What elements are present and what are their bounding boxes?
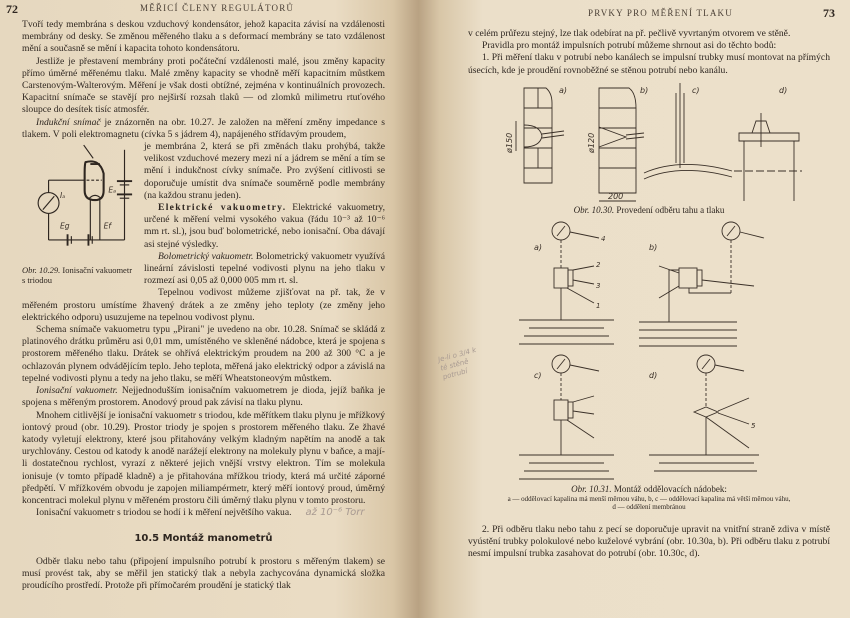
figure-10-29	[22, 143, 134, 285]
panel-label-d: d)	[649, 370, 658, 380]
term: Elektrické vakuometry.	[158, 202, 287, 214]
dimension-a: ø150	[505, 132, 514, 153]
paragraph-text: Bolometrický vakuometr využívá lineární závislosti tepelné vodivosti plynu na jeho tlaku v rozmezí asi 0,05 až 0,000 005 mm rt. sl.	[144, 250, 385, 287]
paragraph	[22, 507, 385, 519]
page-number: 72	[6, 2, 18, 16]
left-body-text	[22, 19, 385, 592]
part-number: 3	[596, 281, 601, 290]
part-number: 4	[601, 234, 606, 243]
label-ia: Iₐ	[59, 191, 66, 201]
page-number: 73	[823, 6, 835, 20]
figure-10-31-diagram	[499, 220, 799, 482]
figure-10-31-caption	[468, 484, 830, 495]
label-eg: Eg	[59, 221, 70, 231]
part-number: 2	[596, 260, 601, 269]
paragraph: Jestliže je přestavení membrány proti počáteční vzdálenosti malé, jsou změny kapacity přímo úměrné měřenému tlaku. Malé změny kapacity se vhodně měří kapacitním můstkem Carstenovým-Walterovým. Měření je však dosti obtížné, zejména v kontinuálních provozech. Kapacitní snímače se stavějí pro nejširší rozsah tlaků — od zlomků milimetru rtuťového sloupce do desítek tisíc atmosfér.	[22, 55, 385, 116]
caption-number: Obr. 10.29.	[22, 265, 61, 276]
label-ef: Ef	[103, 221, 112, 231]
paragraph: je membrána 2, která se při změnách tlaku prohýbá, takže velikost vzduchové mezery mezi ní a jádrem se mění a tím se mění i indukčnost cívky snímače. Pro zvýšení citlivosti se doporučuje umístit dva snímače souměrně podle membrány (na každou stranu jeden).	[144, 141, 385, 201]
paragraph: v celém průřezu stejný, lze tlak odebírat na př. pečlivě vyvrtaným otvorem ve stěně.	[468, 28, 791, 39]
paragraph: Pravidla pro montáž impulsních potrubí můžeme shrnout asi do těchto bodů:	[482, 40, 777, 52]
figure-10-30-diagram	[494, 83, 804, 203]
panel-label-c: c)	[534, 370, 542, 380]
figure-10-30-caption	[468, 205, 830, 216]
part-number: 1	[596, 301, 601, 310]
legend-line: a — oddělovací kapalina má menší měrnou váhu, b, c — oddělovací kapalina má větší měrnou váhu,	[507, 494, 791, 503]
label-ea: Eₐ	[108, 185, 117, 195]
paragraph: Tvoří tedy membrána s deskou vzduchový kondensátor, jehož kapacita závisí na vzdálenosti membrány od desky. Se změnou měřeného tlaku a s deformací membrány se tato vzdálenost mění a současně se mění i kapacita tohoto kondensátoru.	[22, 19, 385, 55]
paragraph: Tepelnou vodivost můžeme zjišťovat na př. tak, že v měřeném prostoru umístíme žhavený drátek a ze změny jeho teploty (ze změny jeho elektrického odporu) usuzujeme na tepelnou vodivost plynu.	[22, 287, 385, 323]
handwritten-margin-note: Je-li o 3/4 k té stěně potrubí	[437, 346, 478, 382]
paragraph	[22, 385, 385, 409]
panel-label-d: d)	[779, 85, 788, 95]
panel-label-c: c)	[692, 85, 700, 95]
term: Bolometrický vakuometr.	[158, 250, 254, 262]
caption-text: Montáž oddělovacích nádobek:	[611, 483, 727, 494]
right-body-text	[468, 28, 830, 560]
running-head: MĚŘICÍ ČLENY REGULÁTORŮ	[140, 3, 295, 13]
paragraph: Schema snímače vakuometru typu „Pirani" je uvedeno na obr. 10.28. Snímač se skládá z platinového drátku průměru asi 0,01 mm, umístěného ve skleněné nádobce, která je spojena s prostorem měřeného tlaku. Drátek se ohřívá elektrickým proudem na 200 až 300 °C a je ochlazován plynem odvádějícím teplo. Jeho teplota, měřená jako elektrický odpor a závislá na tepelné vodivosti plynu a tedy na jeho tlaku, se měří Wheatstoneovým můstkem.	[22, 324, 385, 384]
caption-text: Provedení odběru tahu a tlaku	[614, 204, 725, 215]
panel-label-b: b)	[649, 242, 658, 252]
figure-caption	[22, 265, 134, 285]
paragraph-text: Elektrické vakuometry, určené k měření velmi vysokého vakua (řádu 10⁻³ až 10⁻⁶ mm rt. sl.), jsou buď bolometrické, nebo ionisační. Oba dávají asi stejné výsledky.	[144, 202, 385, 250]
term: Indukční snímač	[36, 116, 101, 128]
paragraph: 2. Při odběru tlaku nebo tahu z pecí se doporučuje upravit na vnitřní straně zdiva v místě vyústění trubky polokulové nebo kuželové vybrání (obr. 10.30a, b). Při odběru tlaku z potrubí nesmí impulsní trubka zasahovat do potrubí (obr. 10.30c, d).	[468, 523, 830, 560]
part-number: 5	[751, 421, 756, 430]
paragraph	[22, 117, 385, 141]
panel-label-a: a)	[534, 242, 543, 252]
right-page	[418, 0, 850, 618]
paragraph: Odběr tlaku nebo tahu (připojení impulsního potrubí k prostoru s měřeným tlakem) se musí provést tak, aby se měřil jen statický tlak a nebyla zachycována dynamická složka proudícího prostředí. Protože při přímočarém proudění je statický tlak	[22, 555, 385, 591]
handwritten-note: až 10⁻⁶ Torr	[305, 507, 365, 519]
caption-text: Ionisační vakuometr s triodou	[22, 265, 133, 286]
legend-line: d — oddělení membránou	[612, 503, 686, 512]
section-heading: 10.5 Montáž manometrů	[134, 533, 273, 545]
running-head: PRVKY PRO MĚŘENÍ TLAKU	[588, 8, 733, 18]
figure-legend	[468, 495, 830, 512]
left-page	[0, 0, 418, 618]
paragraph-text: Ionisační vakuometr s triodou se hodí i k měření největšího vakua.	[36, 507, 292, 519]
dimension-width: 200	[608, 191, 624, 201]
paragraph-text: je znázorněn na obr. 10.27. Je založen na měření změny impedance s tlakem. V poli elektromagnetu (cívka 5 s jádrem 4), napájeného střídavým proudem,	[22, 116, 385, 140]
caption-number: Obr. 10.30.	[573, 204, 615, 215]
panel-label-b: b)	[640, 85, 649, 95]
term: Ionisační vakuometr.	[36, 385, 118, 397]
panel-label-a: a)	[559, 85, 568, 95]
paragraph: 1. Při měření tlaku v potrubí nebo kanálech se impulsní trubky musí montovat na přímých úsecích, kde je proudění rovnoběžné se stěnou potrubí nebo kanálu.	[468, 52, 830, 76]
caption-number: Obr. 10.31.	[571, 483, 612, 494]
paragraph-text: Nejjednodušším ionisačním vakuometrem je dioda, jejíž baňka je spojena s měřeným prostorem. Anodový proud pak závisí na tlaku plynu.	[22, 385, 385, 409]
dimension-b: ø120	[587, 132, 596, 153]
triode-circuit-diagram	[22, 143, 134, 261]
paragraph: Mnohem citlivější je ionisační vakuometr s triodou, kde měřítkem tlaku plynu je mřížkový iontový proud (obr. 10.29). Prostor triody je spojen s prostorem měřeného tlaku. Ze žhavé katody vyletují elektrony, které jsou přitahovány velkým kladným napětím na anodě a tak urychlovány. Cestou od katody k anodě narážejí elektrony na molekuly plynu v baňce, a mají-li dostatečnou rychlost, vyrazí z některé jejich vnější vrstvy elektron. Tím se molekula ionisuje (v tomto případě kladně) a je přitahována mřížkou triody, která má určité záporné předpětí. V mřížkovém obvodu je zapojen miliampérmetr, který měří iontový proud, úměrný koncentraci molekul plynu v měřeném prostoru čili úměrný tlaku plynu v tomto prostoru.	[22, 409, 385, 506]
